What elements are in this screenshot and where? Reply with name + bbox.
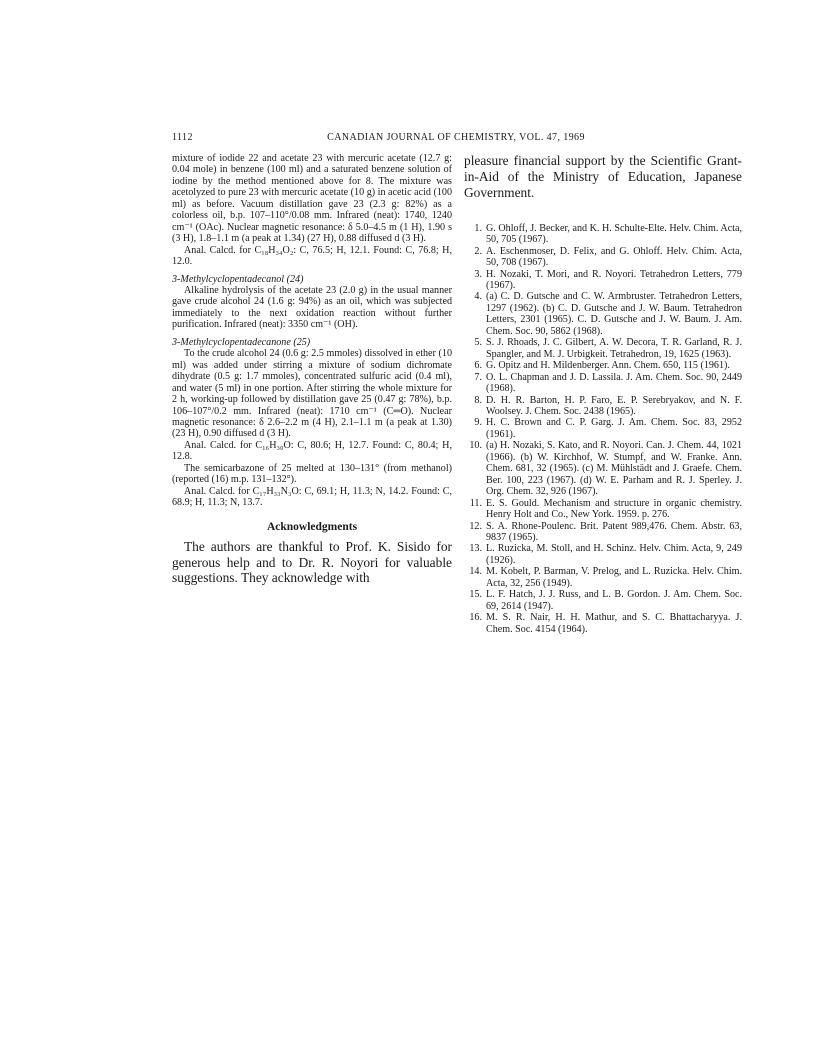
- experimental-paragraph: To the crude alcohol 24 (0.6 g: 2.5 mmoles) dissolved in ether (10 ml) was added under stirring a mixture of sodium dichromate dihydrate (0.5 g: 1.7 mmoles), concentrated sulfuric acid (0.4 ml), and water (5 ml) in one portion. After stirring the whole mixture for 2 h, working-up followed by distillation gave 25 (0.47 g: 78%), b.p. 106–107°/0.2 mm. Infrared (neat): 1710 cm⁻¹ (C═O). Nuclear magnetic resonance: δ 2.6–2.2 m (4 H), 2.1–1.1 m (a peak at 1.30) (23 H), 0.90 diffused d (3 H).: [172, 348, 452, 440]
- acknowledgments-heading: Acknowledgments: [266, 520, 358, 533]
- reference-text: G. Ohloff, J. Becker, and K. H. Schulte-Elte. Helv. Chim. Acta, 50, 705 (1967).: [486, 222, 742, 246]
- reference-item: [464, 360, 742, 371]
- reference-number: 16.: [469, 612, 482, 624]
- reference-text: L. Ruzicka, M. Stoll, and H. Schinz. Helv. Chim. Acta, 9, 249 (1926).: [486, 543, 742, 566]
- reference-number: 4.: [474, 291, 482, 303]
- reference-text: M. Kobelt, P. Barman, V. Prelog, and L. Ruzicka. Helv. Chim. Acta, 32, 256 (1949).: [486, 566, 742, 589]
- analysis-paragraph: Anal. Calcd. for C₁₇H₃₃N₃O: C, 69.1; H, 11.3; N, 14.2. Found: C, 68.9; H, 11.3; N, 13.7.: [172, 485, 452, 509]
- reference-item: [464, 440, 742, 497]
- reference-number: 8.: [474, 394, 482, 406]
- analysis-paragraph: Anal. Calcd. for C₁₈H₃₄O₂: C, 76.5; H, 12.1. Found: C, 76.8; H, 12.0.: [172, 244, 452, 268]
- experimental-paragraph: The semicarbazone of 25 melted at 130–131° (from methanol) (reported (16) m.p. 131–132°).: [172, 462, 452, 486]
- reference-list: [464, 223, 742, 635]
- reference-text: (a) C. D. Gutsche and C. W. Armbruster. Tetrahedron Letters, 1297 (1962). (b) C. D. Gutsche and J. W. Baum. Tetrahedron Letters, 2301 (1965). C. D. Gutsche and J. W. Baum. J. Am. Chem. Soc. 90, 5862 (1968).: [486, 291, 742, 337]
- reference-text: A. Eschenmoser, D. Felix, and G. Ohloff. Helv. Chim. Acta, 50, 708 (1967).: [486, 245, 742, 269]
- acknowledgments-text: The authors are thankful to Prof. K. Sisido for generous help and to Dr. R. Noyori for valuable suggestions. They acknowledge with: [172, 538, 452, 586]
- section-heading: 3-Methylcyclopentadecanone (25): [172, 336, 311, 348]
- experimental-paragraph: Alkaline hydrolysis of the acetate 23 (2.0 g) in the usual manner gave crude alcohol 24 (1.6 g: 94%) as an oil, which was subjected immediately to the next oxidation reaction without further purification. Infrared (neat): 3350 cm⁻¹ (OH).: [172, 284, 452, 331]
- reference-item: [464, 223, 742, 246]
- reference-number: 5.: [474, 337, 482, 349]
- reference-item: [464, 269, 742, 292]
- reference-number: 15.: [469, 589, 482, 601]
- reference-text: E. S. Gould. Mechanism and structure in organic chemistry. Henry Holt and Co., New York. 1959. p. 276.: [486, 497, 742, 521]
- reference-text: M. S. R. Nair, H. H. Mathur, and S. C. Bhattacharyya. J. Chem. Soc. 4154 (1964).: [486, 612, 742, 635]
- reference-item: [464, 246, 742, 269]
- running-title: CANADIAN JOURNAL OF CHEMISTRY, VOL. 47, 1969: [327, 132, 585, 143]
- reference-item: [464, 543, 742, 566]
- section-heading: 3-Methylcyclopentadecanol (24): [172, 273, 304, 285]
- reference-item: [464, 372, 742, 395]
- reference-text: D. H. R. Barton, H. P. Faro, E. P. Serebryakov, and N. F. Woolsey. J. Chem. Soc. 2438 (1965).: [486, 394, 742, 417]
- reference-number: 14.: [469, 566, 482, 578]
- reference-text: G. Opitz and H. Mildenberger. Ann. Chem. 650, 115 (1961).: [486, 360, 730, 372]
- reference-text: S. A. Rhone-Poulenc. Brit. Patent 989,476. Chem. Abstr. 63, 9837 (1965).: [486, 520, 742, 543]
- page-number: 1112: [172, 132, 193, 143]
- reference-item: [464, 395, 742, 418]
- left-column: [172, 153, 452, 586]
- reference-item: [464, 498, 742, 521]
- analysis-paragraph: Anal. Calcd. for C₁₆H₃₀O: C, 80.6; H, 12.7. Found: C, 80.4; H, 12.8.: [172, 439, 452, 463]
- reference-text: L. F. Hatch, J. J. Russ, and L. B. Gordon. J. Am. Chem. Soc. 69, 2614 (1947).: [486, 589, 742, 612]
- right-column: [464, 153, 742, 635]
- reference-number: 7.: [474, 371, 482, 383]
- reference-item: [464, 589, 742, 612]
- reference-number: 9.: [474, 417, 482, 429]
- reference-number: 10.: [469, 440, 482, 452]
- reference-text: H. C. Brown and C. P. Garg. J. Am. Chem. Soc. 83, 2952 (1961).: [486, 417, 742, 440]
- reference-item: [464, 291, 742, 337]
- reference-number: 12.: [469, 520, 482, 532]
- reference-text: S. J. Rhoads, J. C. Gilbert, A. W. Decora, T. R. Garland, R. J. Spangler, and M. J. Urbigkeit. Tetrahedron, 19, 1625 (1963).: [486, 337, 742, 360]
- reference-text: O. L. Chapman and J. D. Lassila. J. Am. Chem. Soc. 90, 2449 (1968).: [486, 371, 742, 395]
- acknowledgments-continued: pleasure financial support by the Scientific Grant-in-Aid of the Ministry of Education, Japanese Government.: [464, 153, 742, 200]
- reference-text: H. Nozaki, T. Mori, and R. Noyori. Tetrahedron Letters, 779 (1967).: [486, 268, 742, 291]
- reference-number: 2.: [474, 245, 482, 257]
- reference-item: [464, 417, 742, 440]
- reference-text: (a) H. Nozaki, S. Kato, and R. Noyori. Can. J. Chem. 44, 1021 (1966). (b) W. Kirchhof, W. Stumpf, and W. Franke. Ann. Chem. 681, 32 (1965). (c) M. Mühlstädt and J. Graefe. Chem. Ber. 100, 223 (1967). (d) W. E. Parham and R. J. Sperley. J. Org. Chem. 32, 926 (1967).: [486, 440, 742, 498]
- reference-number: 13.: [469, 543, 482, 555]
- reference-number: 6.: [474, 360, 482, 372]
- reference-number: 11.: [469, 497, 482, 509]
- reference-item: [464, 612, 742, 635]
- reference-item: [464, 337, 742, 360]
- reference-item: [464, 521, 742, 544]
- experimental-paragraph: mixture of iodide 22 and acetate 23 with mercuric acetate (12.7 g: 0.04 mole) in benzene (100 ml) and a saturated benzene solution of iodine by the method mentioned above for 8. The mixture was acetolyzed to pure 23 with mercuric acetate (10 g) in acetic acid (100 ml) as before. Vacuum distillation gave 23 (2.3 g: 82%) as a colorless oil, b.p. 107–110°/0.08 mm. Infrared (neat): 1740, 1240 cm⁻¹ (OAc). Nuclear magnetic resonance: δ 5.0–4.5 m (1 H), 1.90 s (3 H), 1.8–1.1 m (a peak at 1.34) (27 H), 0.88 diffused d (3 H).: [172, 153, 452, 245]
- reference-item: [464, 566, 742, 589]
- reference-number: 3.: [474, 268, 482, 280]
- reference-number: 1.: [474, 222, 482, 234]
